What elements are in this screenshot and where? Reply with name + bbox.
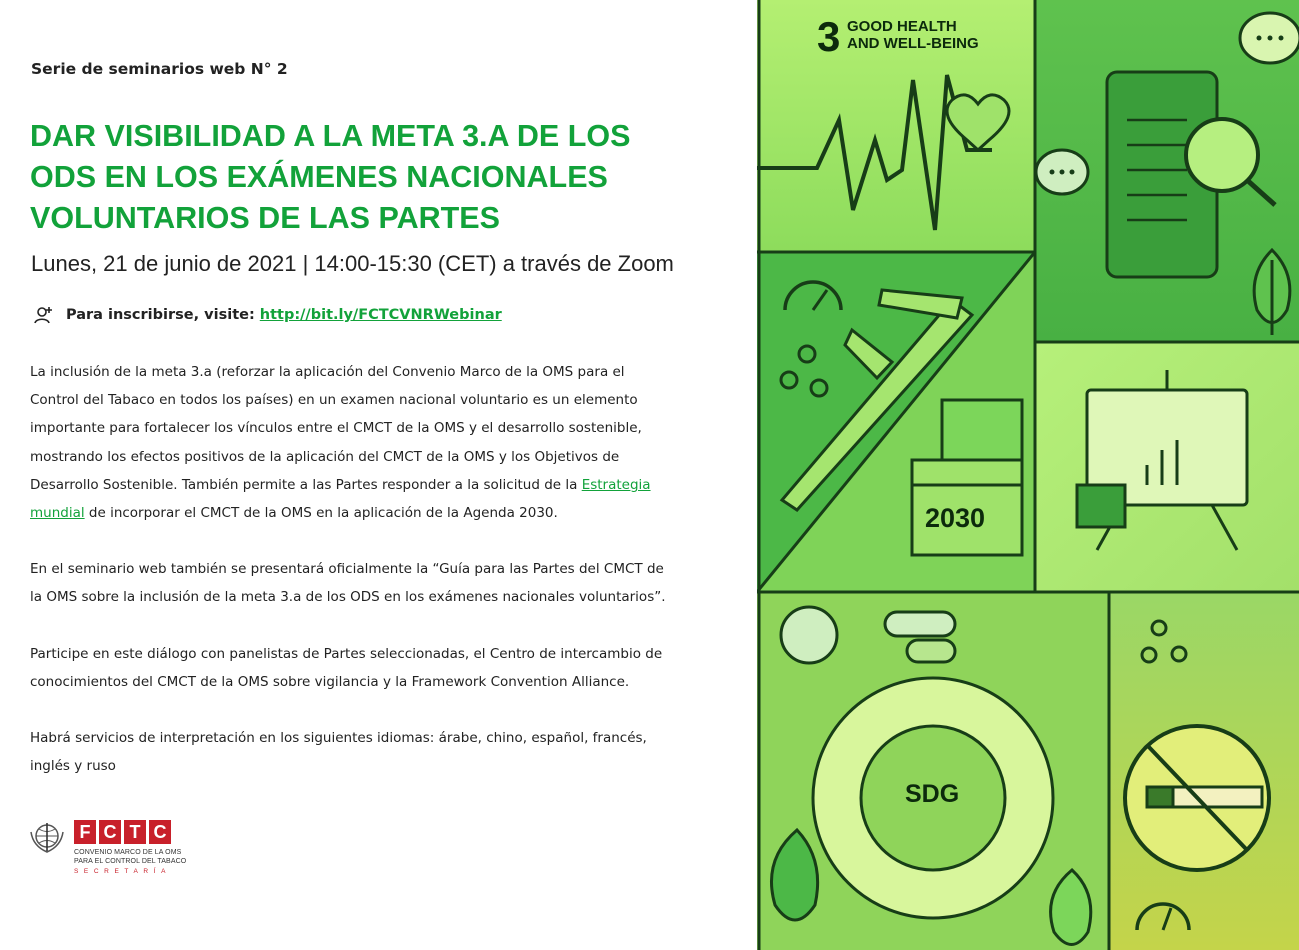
body-text <box>30 358 730 808</box>
text-line: la OMS sobre la inclusión de la meta 3.a de los ODS en los exámenes nacionales voluntarios”. <box>30 589 666 606</box>
circle-icon <box>781 607 837 663</box>
who-emblem-icon <box>28 820 66 856</box>
logo-letter: C <box>99 820 121 844</box>
logo-line: PARA EL CONTROL DEL TABACO <box>74 858 187 865</box>
sdg-number: 3 <box>817 13 841 60</box>
paragraph <box>30 358 730 527</box>
text-line: En el seminario web también se presentará oficialmente la “Guía para las Partes del CMCT de <box>30 561 664 578</box>
fctc-letters <box>74 820 186 844</box>
person-add-icon <box>34 305 54 325</box>
sdg-illustration <box>757 0 1299 950</box>
text-line: importante para fortalecer los vínculos entre el CMCT de la OMS y el desarrollo sostenible, <box>30 420 642 437</box>
title-line: ODS EN LOS EXÁMENES NACIONALES <box>30 160 608 194</box>
registration-link[interactable]: http://bit.ly/FCTCVNRWebinar <box>259 307 502 323</box>
series-label: Serie de seminarios web N° 2 <box>31 60 288 78</box>
text-line: La inclusión de la meta 3.a (reforzar la aplicación del Convenio Marco de la OMS para el <box>30 364 625 380</box>
text-line <box>30 471 730 499</box>
page-title <box>30 116 745 239</box>
title-line: VOLUNTARIOS DE LAS PARTES <box>30 201 500 235</box>
pill-shape <box>907 640 955 662</box>
sdg-goal-title <box>847 18 979 52</box>
logo-letter: T <box>124 820 146 844</box>
logo-line: CONVENIO MARCO DE LA OMS <box>74 849 182 856</box>
logo-letter: C <box>149 820 171 844</box>
registration-label: Para inscribirse, visite: <box>66 307 255 323</box>
calendar-year: 2030 <box>925 503 986 533</box>
paragraph <box>30 640 730 696</box>
pill-shape <box>885 612 955 636</box>
title-line: DAR VISIBILIDAD A LA META 3.A DE LOS <box>30 119 631 153</box>
sdg-goal-line: AND WELL-BEING <box>847 35 979 52</box>
text-fragment: Desarrollo Sostenible. También permite a las Partes responder a la solicitud de la <box>30 476 582 493</box>
fctc-logo <box>28 820 186 875</box>
text-line <box>30 499 730 527</box>
text-line: conocimientos del CMCT de la OMS sobre vigilancia y la Framework Convention Alliance. <box>30 673 630 690</box>
registration-row <box>34 305 502 325</box>
text-line: inglés y ruso <box>30 758 116 775</box>
event-dateline: Lunes, 21 de junio de 2021 | 14:00-15:30 (CET) a través de Zoom <box>31 251 674 276</box>
logo-secretariat: SECRETARÍA <box>74 868 172 875</box>
chat-bubble-icon <box>1036 150 1088 194</box>
chat-bubble-icon <box>1240 13 1299 63</box>
text-line: Participe en este diálogo con panelistas de Partes seleccionadas, el Centro de intercambio de <box>30 645 663 662</box>
text-line: mostrando los efectos positivos de la aplicación del CMCT de la OMS y los Objetivos de <box>30 448 620 465</box>
sdg-wheel-label: SDG <box>905 780 960 808</box>
text-line: Habrá servicios de interpretación en los siguientes idiomas: árabe, chino, español, francés, <box>30 730 647 747</box>
logo-letter: F <box>74 820 96 844</box>
strategy-link[interactable]: Estrategia <box>581 476 651 493</box>
paragraph <box>30 724 730 780</box>
no-smoking-icon <box>1125 726 1269 870</box>
text-fragment: de incorporar el CMCT de la OMS en la aplicación de la Agenda 2030. <box>84 505 558 522</box>
text-line: Control del Tabaco en todos los países) en un examen nacional voluntario es un elemento <box>30 392 638 409</box>
strategy-link-continued[interactable]: mundial <box>30 505 85 522</box>
paragraph <box>30 555 730 611</box>
fctc-wordmark <box>74 820 186 875</box>
sdg-goal-line: GOOD HEALTH <box>847 18 957 35</box>
